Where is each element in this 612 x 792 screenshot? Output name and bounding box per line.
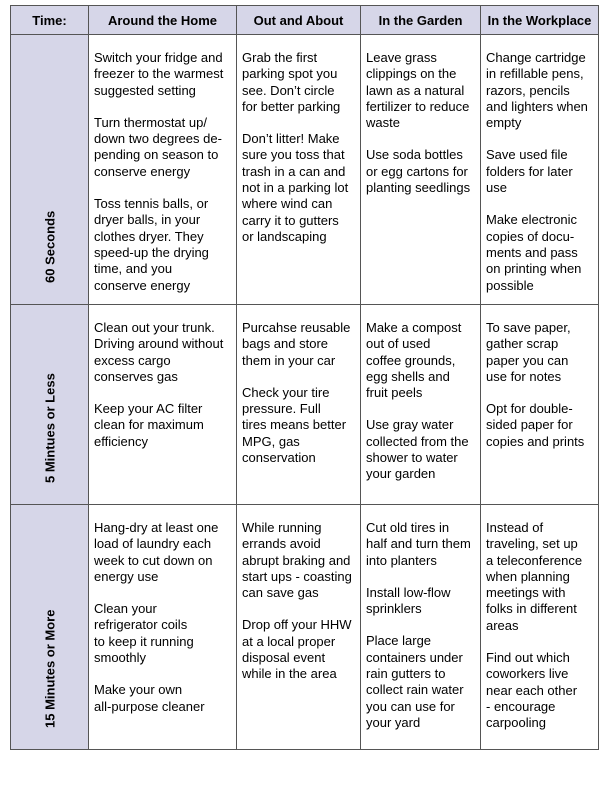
tip-text: Opt for double- sided paper for copies and prints bbox=[486, 401, 585, 449]
tip-text: To save paper, gather scrap paper you can use for notes bbox=[486, 320, 571, 384]
tip-text: Instead of traveling, set up a teleconference when planning meetings with folks in different areas bbox=[486, 520, 583, 633]
tip-cell-out-and-about bbox=[237, 305, 361, 505]
tip-text: Clean out your trunk. Driving around without excess cargo conserves gas bbox=[94, 320, 224, 384]
tip-cell-home bbox=[89, 35, 237, 305]
tip-cell-workplace bbox=[481, 35, 599, 305]
table-row-5-minutes bbox=[11, 305, 599, 505]
tip-text: Use gray water collected from the shower to water your garden bbox=[366, 417, 469, 482]
time-cell bbox=[11, 505, 89, 750]
tip-text: Install low-flow sprinklers bbox=[366, 584, 451, 617]
header-time: Time: bbox=[11, 6, 89, 35]
tip-text: Leave grass clippings on the lawn as a natural fertilizer to reduce waste bbox=[366, 50, 470, 131]
tip-cell-garden bbox=[361, 505, 481, 750]
tip-text: Find out which coworkers live near each other - encourage carpooling bbox=[486, 650, 578, 731]
tip-text: Save used file folders for later use bbox=[486, 147, 573, 196]
time-label: 5 Mintues or Less bbox=[42, 373, 57, 483]
tip-text: Make your own all-purpose cleaner bbox=[94, 682, 205, 714]
tips-table bbox=[10, 5, 599, 750]
tip-cell-out-and-about bbox=[237, 35, 361, 305]
table-row-60-seconds bbox=[11, 35, 599, 305]
tip-cell-workplace bbox=[481, 505, 599, 750]
header-row bbox=[11, 6, 599, 35]
tip-text: Hang-dry at least one load of laundry each week to cut down on energy use bbox=[94, 520, 219, 584]
time-cell bbox=[11, 305, 89, 505]
tip-cell-garden bbox=[361, 305, 481, 505]
tip-text: Cut old tires in half and turn them into planters bbox=[366, 520, 471, 568]
tip-text: Turn thermostat up/ down two degrees de- pending on season to conserve energy bbox=[94, 114, 222, 179]
header-in-the-garden: In the Garden bbox=[361, 6, 481, 35]
tip-cell-home bbox=[89, 505, 237, 750]
tip-text: Keep your AC filter clean for maximum efficiency bbox=[94, 401, 204, 449]
tip-text: Change cartridge in refillable pens, razors, pencils and lighters when empty bbox=[486, 50, 588, 131]
tip-cell-workplace bbox=[481, 305, 599, 505]
tip-text: Don’t litter! Make sure you toss that trash in a can and not in a parking lot where wind can carry it to gutters or landscaping bbox=[242, 131, 349, 244]
time-label: 15 Minutes or More bbox=[42, 609, 57, 728]
tip-text: Grab the first parking spot you see. Don’t circle for better parking bbox=[242, 50, 341, 114]
table-row-15-minutes bbox=[11, 505, 599, 750]
header-out-and-about: Out and About bbox=[237, 6, 361, 35]
header-around-the-home: Around the Home bbox=[89, 6, 237, 35]
tip-text: Place large containers under rain gutters to collect rain water you can use for your yard bbox=[366, 633, 464, 730]
tip-text: Check your tire pressure. Full tires means better MPG, gas conservation bbox=[242, 384, 347, 466]
tip-cell-garden bbox=[361, 35, 481, 305]
tip-text: Switch your fridge and freezer to the warmest suggested setting bbox=[94, 50, 224, 98]
tip-text: Clean your refrigerator coils to keep it running smoothly bbox=[94, 601, 194, 666]
tip-cell-home bbox=[89, 305, 237, 505]
tip-text: Make a compost out of used coffee grounds, egg shells and fruit peels bbox=[366, 320, 462, 401]
time-label: 60 Seconds bbox=[42, 210, 57, 283]
tip-cell-out-and-about bbox=[237, 505, 361, 750]
tip-text: Purcahse reusable bags and store them in your car bbox=[242, 320, 351, 368]
tip-text: Make electronic copies of docu- ments and pass on printing when possible bbox=[486, 212, 582, 293]
tip-text: Drop off your HHW at a local proper disposal event while in the area bbox=[242, 617, 352, 682]
time-cell bbox=[11, 35, 89, 305]
tip-text: Use soda bottles or egg cartons for planting seedlings bbox=[366, 147, 471, 196]
header-in-the-workplace: In the Workplace bbox=[481, 6, 599, 35]
tip-text: While running errands avoid abrupt braking and start ups - coasting can save gas bbox=[242, 520, 352, 601]
tip-text: Toss tennis balls, or dryer balls, in your clothes dryer. They speed-up the drying time, and you conserve energy bbox=[94, 196, 209, 293]
